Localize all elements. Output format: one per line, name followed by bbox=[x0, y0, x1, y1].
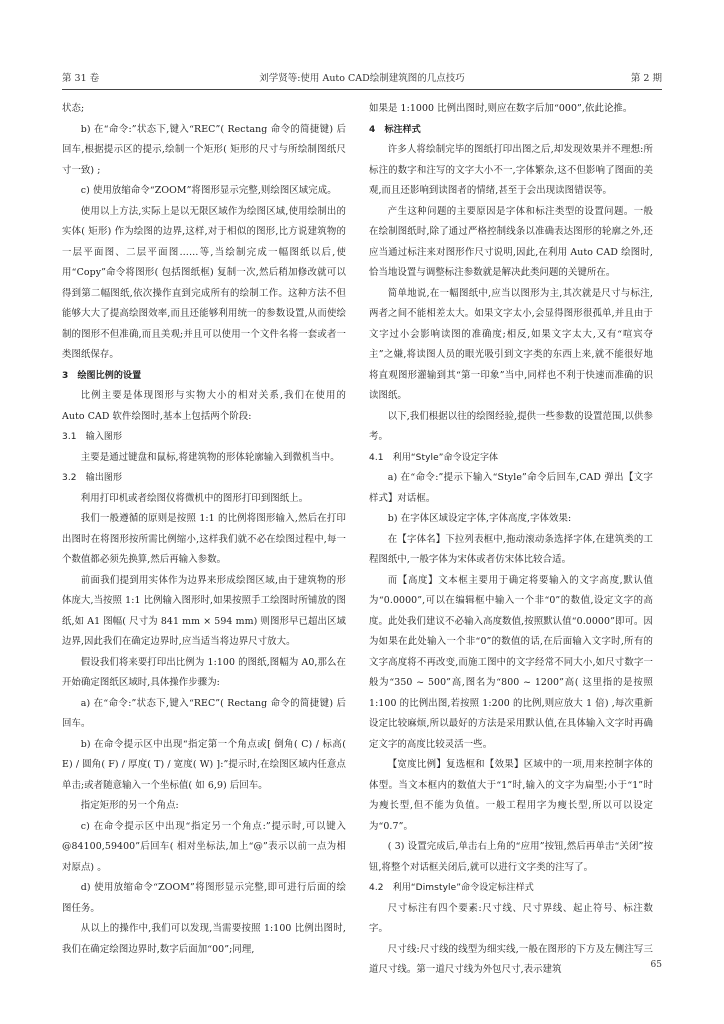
paragraph: 【宽度比例】复选框和【效果】区域中的一项,用来控制字体的体型。当文本框内的数值大于“1”时,输入的文字为扁型;小于“1”时为瘦长型,但不能为负值。一般工程用字为瘦长型,所以可以设定为“0.7”。 bbox=[369, 759, 653, 832]
right-column bbox=[369, 99, 653, 981]
paragraph: 假设我们将来要打印出比例为 1:100 的图纸,图幅为 A0,那么在开始确定图纸区域时,具体操作步骤为: bbox=[62, 656, 346, 688]
paragraph: b) 在“命令:”状态下,键入“REC”( Rectang 命令的简捷键) 后回车,根据提示区的提示,绘制一个矩形( 矩形的尺寸与所绘制图纸尺寸一致) ; bbox=[62, 123, 346, 176]
paragraph: 利用打印机或者绘图仪将微机中的图形打印到图纸上。 bbox=[80, 492, 309, 504]
paragraph: 简单地说,在一幅图纸中,应当以图形为主,其次就是尺寸与标注,两者之间不能相差太大。如果文字太小,会显得图形很孤单,并且由于文字过小会影响读图的准确度;相反,如果文字太大,又有“喧宾夺主”之嫌,将读图人员的眼光吸引到文字类的东西上来,就不能很好地将直观图形灌输到其“第一印象”当中,同样也不利于快速而准确的识读图纸。 bbox=[369, 287, 653, 401]
paragraph: 状态; bbox=[62, 103, 85, 114]
paragraph: 如果是 1:1000 比例出图时,则应在数字后加“000”,依此论推。 bbox=[369, 103, 633, 114]
paragraph: b) 在字体区域设定字体,字体高度,字体效果: bbox=[387, 513, 572, 524]
paragraph: c) 使用放缩命令“ZOOM”将图形显示完整,则绘图区域完成。 bbox=[80, 185, 337, 196]
section-heading: 3.2 输出图形 bbox=[62, 473, 123, 483]
paragraph: 产生这种问题的主要原因是字体和标注类型的设置问题。一般在绘制图纸时,除了通过严格控制线条以准确表达图形的轮廓之外,还应当通过标注来对图形作尺寸说明,因此,在利用 Auto CAD 绘图时,恰当地设置与调整标注参数就是解决此类问题的关键所在。 bbox=[369, 205, 653, 278]
issue-label: 第 2 期 bbox=[630, 73, 662, 84]
volume-label: 第 31 卷 bbox=[62, 73, 100, 84]
paragraph: a) 在“命令:”提示下输入“Style”命令后回车,CAD 弹出【文字样式】对话框。 bbox=[369, 472, 653, 504]
section-heading: 4 标注样式 bbox=[369, 124, 421, 135]
paragraph: 我们一般遵循的原则是按照 1:1 的比例将图形输入,然后在打印出图时在将图形按所需比例缩小,这样我们就不必在绘图过程中,每一个数值都必须先换算,然后再输入参数。 bbox=[62, 513, 346, 565]
paragraph: 尺寸标注有四个要素:尺寸线、尺寸界线、起止符号、标注数字。 bbox=[369, 902, 653, 934]
paragraph: 从以上的操作中,我们可以发现,当需要按照 1:100 比例出图时,我们在确定绘图边界时,数字后面加“00”;同理, bbox=[62, 923, 346, 955]
paragraph: 主要是通过键盘和鼠标,将建筑物的形体轮廓输入到微机当中。 bbox=[80, 451, 340, 463]
left-column bbox=[62, 99, 346, 960]
paragraph: 而【高度】文本框主要用于确定将要输入的文字高度,默认值为“0.0000”,可以在编辑框中输入一个非“0”的数值,设定文字的高度。此处我们建议不必输入高度数值,按照默认值“0.0000”即可。因为如果在此处输入一个非“0”的数值的话,在后面输入文字时,所有的文字高度将不再改变,而施工图中的文字经常不同大小,如尺寸数字一般为“350 ~ 500”高,图名为“800 ~ 1200”高( 这里指的是按照 1:100 的比例出图,若按照 1:200 的比例,则应放大 1 倍) ,每次重新设定比较麻烦,所以最好的方法是采用默认值,在具体输入文字时再确定文字的高度比较灵活一些。 bbox=[369, 574, 653, 750]
paragraph: 使用以上方法,实际上是以无限区域作为绘图区域,使用绘制出的实体( 矩形) 作为绘图的边界,这样,对于相似的图形,比方说建筑物的一层平面图、二层平面图……等,当绘制完成一幅图纸以后,使用“Copy”命令将图形( 包括图纸框) 复制一次,然后稍加修改就可以得到第二幅图纸,依次操作直到完成所有的绘制工作。这种方法不但能够大大了提高绘图效率,而且还能够利用统一的参数设置,从而使绘制的图形不但准确,而且美观;并且可以使用一个文件名将一套或者一类图纸保存。 bbox=[62, 205, 346, 360]
paragraph: 尺寸线:尺寸线的线型为细实线,一般在图形的下方及左侧注写三道尺寸线。第一道尺寸线为外包尺寸,表示建筑 bbox=[369, 943, 653, 975]
section-heading: 3.1 输入图形 bbox=[62, 432, 123, 442]
section-heading: 3 绘图比例的设置 bbox=[62, 370, 142, 381]
running-header bbox=[62, 70, 662, 86]
paragraph: 以下,我们根据以往的绘图经验,提供一些参数的设置范围,以供参考。 bbox=[369, 410, 653, 442]
paragraph: 指定矩形的另一个角点: bbox=[80, 800, 179, 811]
page-number: 65 bbox=[650, 960, 662, 970]
paragraph: d) 使用放缩命令“ZOOM”将图形显示完整,即可进行后面的绘图任务。 bbox=[62, 882, 346, 914]
paragraph: ( 3) 设置完成后,单击右上角的“应用”按钮,然后再单击“关闭”按钮,将整个对话框关闭后,就可以进行文字类的注写了。 bbox=[369, 841, 653, 873]
paragraph: 比例主要是体现图形与实物大小的相对关系,我们在使用的 Auto CAD 软件绘图时,基本上包括两个阶段: bbox=[62, 390, 346, 422]
article-title: 刘学贤等:使用 Auto CAD绘制建筑图的几点技巧 bbox=[259, 73, 465, 84]
paragraph: 许多人将绘制完毕的图纸打印出图之后,却发现效果并不理想:所标注的数字和注写的文字大小不一,字体繁杂,这不但影响了图面的美观,而且还影响到读图者的情绪,甚至于会出现读图错误等。 bbox=[369, 144, 653, 196]
section-heading: 4.1 利用“Style”命令设定字体 bbox=[369, 452, 499, 463]
section-heading: 4.2 利用“Dimstyle”命令设定标注样式 bbox=[369, 883, 534, 893]
header-rule bbox=[62, 89, 662, 90]
paragraph: b) 在命令提示区中出现“指定第一个角点或[ 倒角( C) / 标高( E) / 圆角( F) / 厚度( T) / 宽度( W) ]:”提示时,在绘图区域内任意点单击;或者随意输入一个坐标值( 如 6,9) 后回车。 bbox=[62, 738, 346, 791]
paragraph: a) 在“命令:”状态下,键入“REC”( Rectang 命令的简捷键) 后回车。 bbox=[62, 697, 346, 729]
paragraph: 在【字体名】下拉列表框中,拖动滚动条选择字体,在建筑类的工程图纸中,一般字体为宋体或者仿宋体比较合适。 bbox=[369, 533, 653, 565]
paragraph: 前面我们提到用实体作为边界来形成绘图区域,由于建筑物的形体庞大,当按照 1:1 比例输入图形时,如果按照手工绘图时所铺放的图纸,如 A1 图幅( 尺寸为 841 mm × 594 mm) 则图形早已超出区域边界,因此我们在确定边界时,应当适当将边界尺寸放大。 bbox=[62, 574, 346, 647]
paragraph: c) 在命令提示区中出现“指定另一个角点:”提示时,可以键入 @84100,59400”后回车( 相对坐标法,加上“@”表示以前一点为相对原点) 。 bbox=[62, 820, 346, 873]
